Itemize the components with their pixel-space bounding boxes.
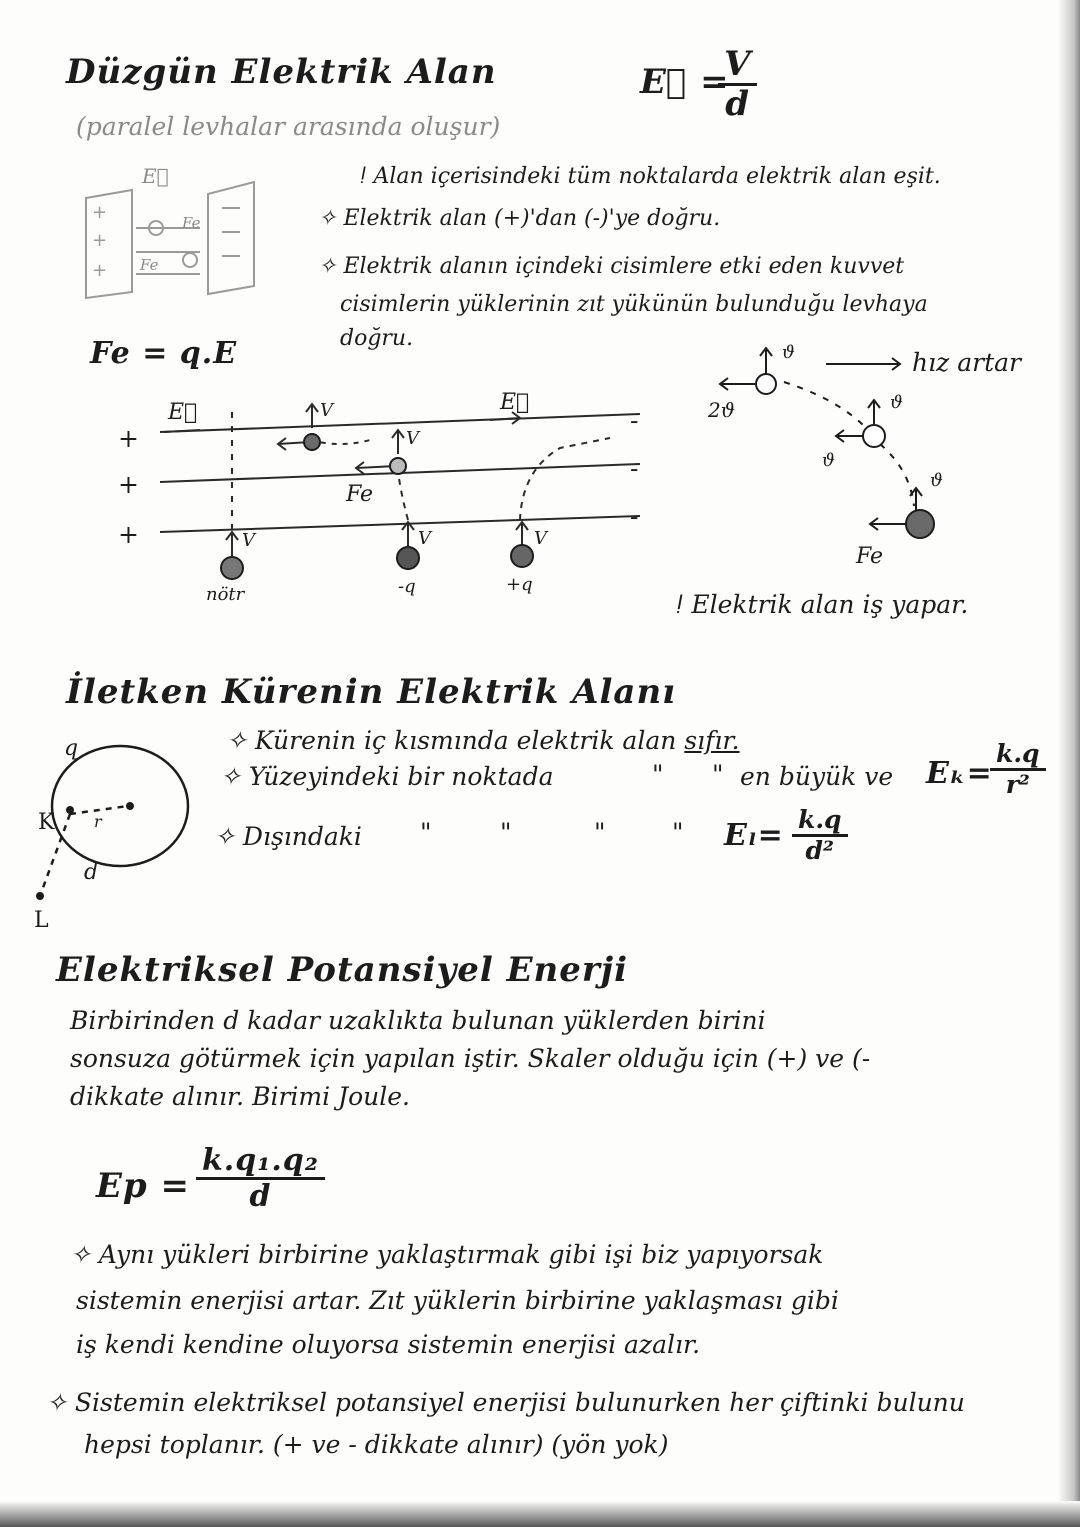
sparkle-bullet-icon: ✧	[318, 206, 344, 231]
field-label-left: E⃗	[168, 400, 198, 425]
sphere-label-r: r	[94, 812, 102, 831]
small-sketch-fe1: Fe	[182, 214, 201, 232]
sphere-bullet-outside: ✧ Dışındaki	[214, 822, 362, 851]
ek-formula-lhs: Eₖ=	[926, 756, 993, 791]
exclamation-icon: ǃ	[676, 590, 692, 619]
motion-v-label-3: ϑ	[822, 450, 835, 471]
svg-text:+: +	[92, 202, 108, 223]
ditto-mark-5: "	[594, 818, 606, 847]
field-formula-numerator: V	[718, 46, 757, 86]
force-label-fe: Fe	[346, 482, 374, 507]
ditto-mark-4: "	[500, 818, 512, 847]
plate-minus-3: -	[630, 502, 639, 531]
ditto-mark-6: "	[672, 818, 684, 847]
note-force-line1: ✧ Elektrik alanın içindeki cisimlere etki eden kuvvet	[318, 254, 905, 279]
velocity-label-1: V	[320, 400, 333, 421]
sphere-label-l: L	[34, 908, 49, 933]
field-formula-denominator: d	[725, 84, 751, 125]
svg-text:+: +	[92, 260, 108, 281]
plate-plus-2: +	[118, 470, 139, 499]
el-denominator: d²	[805, 835, 834, 865]
sphere-label-d: d	[84, 860, 99, 885]
plate-plus-1: +	[118, 424, 139, 453]
section3-para-line1: Birbirinden d kadar uzaklıkta bulunan yüklerden birini	[70, 1006, 766, 1035]
motion-fe-label: Fe	[856, 544, 884, 569]
sphere-surface-tail: en büyük ve	[740, 762, 894, 791]
motion-v-label-4: ϑ	[930, 470, 943, 491]
charge-label-neutral: nötr	[206, 584, 245, 605]
section3-bullet2-line2: hepsi toplanır. (+ ve - dikkate alınır) (yön yok)	[84, 1430, 669, 1459]
ep-formula-fraction	[196, 1144, 325, 1213]
page-edge-shadow-bottom	[0, 1501, 1080, 1527]
section3-para-line2: sonsuza götürmek için yapılan iştir. Skaler olduğu için (+) ve (-	[70, 1044, 871, 1073]
motion-2v-label: 2ϑ	[708, 398, 736, 422]
section3-bullet1-line1: ✧ Aynı yükleri birbirine yaklaştırmak gibi işi biz yapıyorsak	[70, 1240, 824, 1269]
sparkle-bullet-icon: ✧	[46, 1388, 75, 1417]
section3-title: Elektriksel Potansiyel Enerji	[56, 950, 629, 990]
el-formula-lhs: Eₗ=	[724, 818, 784, 853]
note-force-line3: doğru.	[340, 326, 414, 351]
el-numerator: k.q	[792, 806, 848, 837]
motion-v-label-2: ϑ	[890, 392, 903, 413]
speed-increases-note: hız artar	[912, 348, 1021, 377]
page-edge-shadow-right	[1058, 0, 1080, 1527]
sparkle-bullet-icon: ✧	[70, 1240, 99, 1269]
ep-numerator: k.q₁.q₂	[196, 1144, 325, 1180]
velocity-label-3: V	[242, 530, 255, 551]
sparkle-bullet-icon: ✧	[318, 254, 344, 279]
ditto-mark-3: "	[420, 818, 432, 847]
velocity-label-5: V	[534, 528, 547, 549]
note-field-direction: ✧ Elektrik alan (+)'dan (-)'ye doğru.	[318, 206, 721, 231]
sphere-label-k: K	[38, 810, 55, 835]
section3-bullet1-line3: iş kendi kendine oluyorsa sistemin enerjisi azalır.	[76, 1330, 701, 1359]
note-uniform-field: ǃ Alan içerisindeki tüm noktalarda elektrik alan eşit.	[360, 164, 941, 189]
plate-minus-1: -	[630, 406, 639, 435]
ep-formula-lhs: Ep =	[96, 1166, 191, 1206]
field-label-mid: E⃗	[500, 390, 530, 415]
field-formula-lhs: E⃗ =	[640, 62, 730, 102]
ek-numerator: k.q	[990, 740, 1046, 771]
velocity-label-2: V	[406, 428, 419, 449]
sphere-bullet-surface: ✧ Yüzeyindeki bir noktada	[220, 762, 554, 791]
charge-label-positive: +q	[506, 574, 533, 595]
sphere-label-q: q	[64, 736, 79, 761]
work-note: ǃ Elektrik alan iş yapar.	[676, 590, 969, 619]
sphere-bullet-inside: ✧ Kürenin iç kısmında elektrik alan sıfır.	[226, 726, 740, 755]
ek-denominator: r²	[1005, 769, 1030, 799]
section2-title: İletken Kürenin Elektrik Alanı	[66, 672, 677, 712]
sparkle-bullet-icon: ✧	[214, 822, 243, 851]
section3-bullet2-line1: ✧ Sistemin elektriksel potansiyel enerjisi bulunurken her çiftinki bulunu	[46, 1388, 965, 1417]
charge-label-negative: -q	[398, 576, 416, 597]
section1-subtitle: (paralel levhalar arasında oluşur)	[76, 112, 501, 141]
velocity-label-4: V	[418, 528, 431, 549]
ditto-mark-1: "	[652, 760, 664, 789]
note-force-line2: cisimlerin yüklerinin zıt yükünün bulunduğu levhaya	[340, 292, 928, 317]
section3-bullet1-line2: sistemin enerjisi artar. Zıt yüklerin birbirine yaklaşması gibi	[76, 1286, 839, 1315]
small-sketch-e-label: E⃗	[142, 164, 169, 188]
plate-minus-2: -	[630, 454, 639, 483]
ep-denominator: d	[249, 1179, 272, 1214]
plate-plus-3: +	[118, 520, 139, 549]
exclamation-icon: ǃ	[360, 164, 374, 189]
force-formula: Fe = q.E	[90, 336, 238, 371]
sparkle-bullet-icon: ✧	[220, 762, 249, 791]
section1-title: Düzgün Elektrik Alan	[66, 52, 497, 92]
ditto-mark-2: "	[712, 760, 724, 789]
small-sketch-fe2: Fe	[140, 256, 159, 274]
section3-para-line3: dikkate alınır. Birimi Joule.	[70, 1082, 410, 1111]
svg-text:+: +	[92, 230, 108, 251]
motion-v-label-1: ϑ	[782, 342, 795, 363]
sparkle-bullet-icon: ✧	[226, 726, 255, 755]
